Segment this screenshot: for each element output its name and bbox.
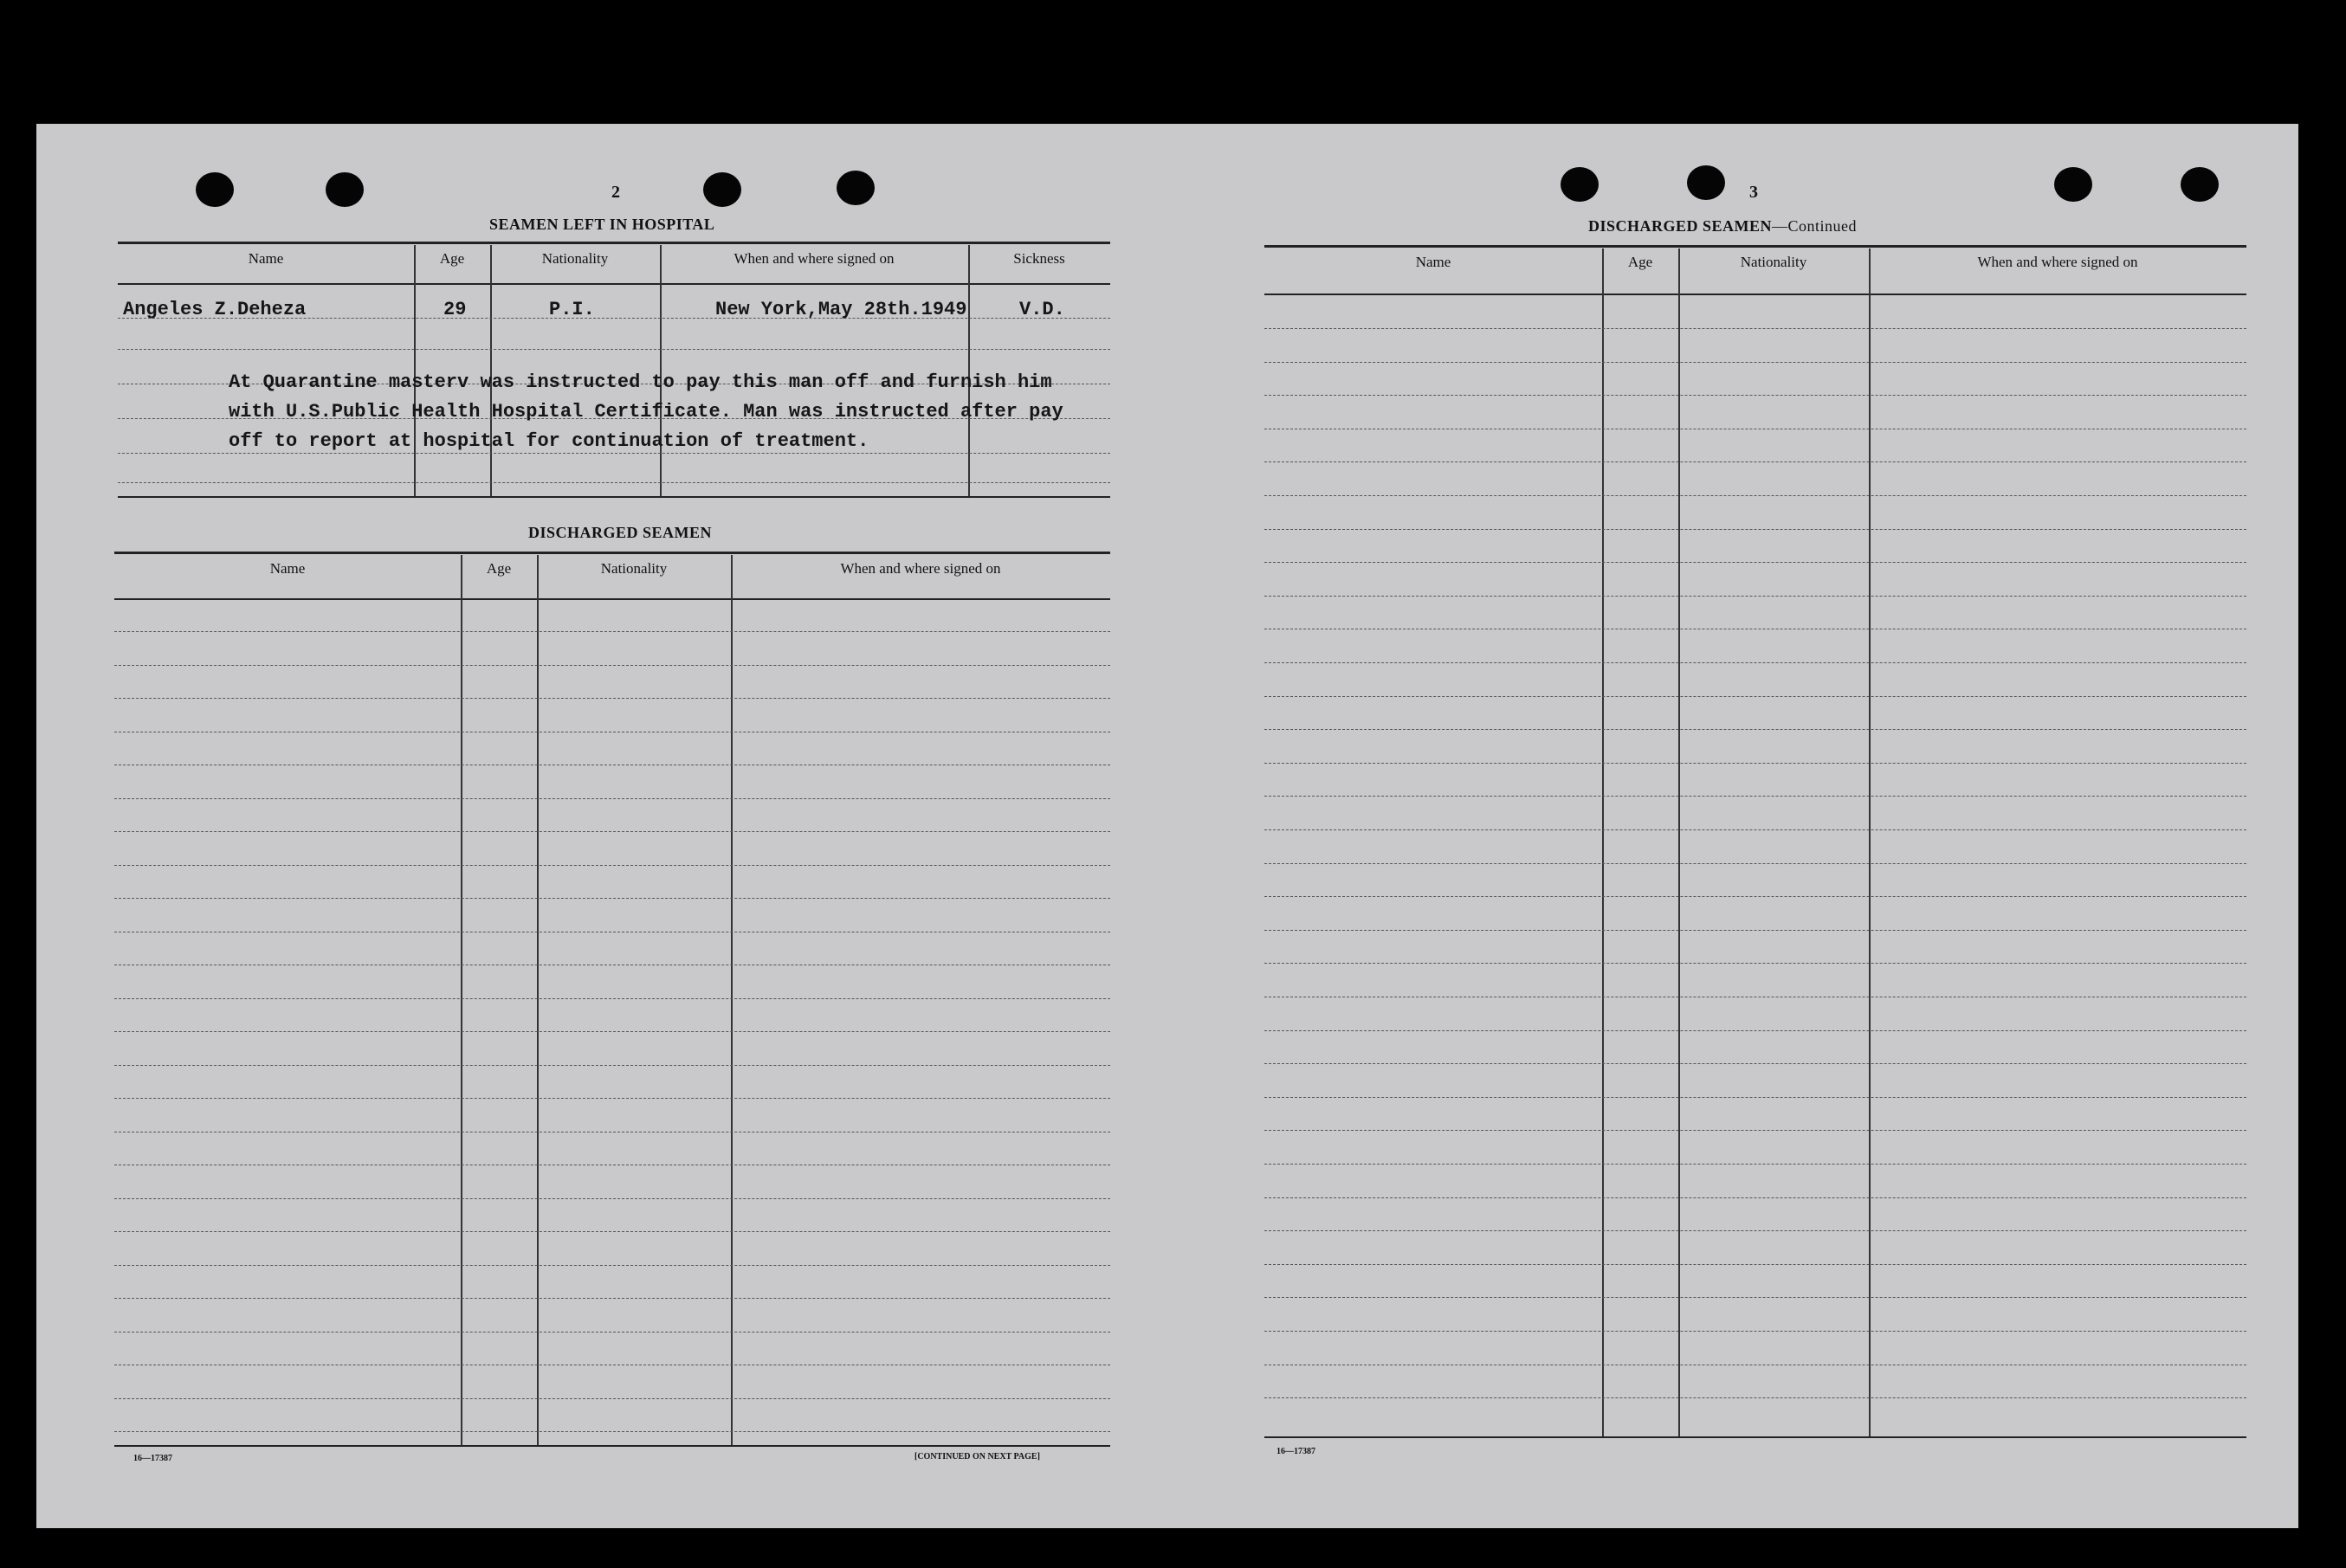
ruled-line: [114, 998, 1110, 999]
ruled-line: [1264, 863, 2246, 864]
ruled-line: [1264, 1130, 2246, 1131]
ruled-line: [1264, 1197, 2246, 1198]
col-header-age: Age: [1627, 254, 1653, 270]
discharged-table-right: [1264, 245, 2246, 1440]
form-number-right: 16—17387: [1276, 1447, 1315, 1456]
ruled-line: [114, 1198, 1110, 1199]
ruled-line: [1264, 1297, 2246, 1298]
ruled-line: [1264, 696, 2246, 697]
ruled-line: [1264, 362, 2246, 363]
ruled-line: [114, 631, 1110, 632]
ruled-line: [114, 698, 1110, 699]
ruled-line: [114, 1065, 1110, 1066]
col-header-name: Name: [248, 250, 284, 267]
punch-hole: [837, 171, 875, 205]
ruled-line: [1264, 763, 2246, 764]
ruled-line: [1264, 495, 2246, 496]
entry-age: 29: [443, 299, 467, 320]
col-header-sickness: Sickness: [1013, 250, 1065, 267]
col-header-signed-on: When and where signed on: [840, 560, 1001, 577]
ruled-line: [1264, 963, 2246, 964]
ruled-line: [114, 1098, 1110, 1099]
punch-hole: [2181, 167, 2219, 202]
ruled-line: [1264, 1264, 2246, 1265]
ruled-line: [114, 1231, 1110, 1232]
ruled-line: [114, 1431, 1110, 1432]
ruled-line: [1264, 1097, 2246, 1098]
ruled-line: [1264, 529, 2246, 530]
ruled-line: [1264, 796, 2246, 797]
discharged-table-left: [114, 552, 1110, 1449]
ruled-line: [1264, 461, 2246, 462]
col-header-age: Age: [439, 250, 465, 267]
form-number-left: 16—17387: [133, 1454, 172, 1463]
ruled-line: [114, 798, 1110, 799]
ruled-line: [1264, 1397, 2246, 1398]
punch-hole: [1687, 165, 1725, 200]
ruled-line: [1264, 395, 2246, 396]
remark-line: off to report at hospital for continuation of treatment.: [229, 430, 869, 452]
punch-hole: [196, 172, 234, 207]
ruled-line: [1264, 562, 2246, 563]
ruled-line: [114, 665, 1110, 666]
ruled-line: [1264, 596, 2246, 597]
entry-sickness: V.D.: [1019, 299, 1065, 320]
ruled-line: [114, 1298, 1110, 1299]
col-header-age: Age: [486, 560, 512, 577]
col-header-nationality: Nationality: [1740, 254, 1807, 270]
ruled-line: [1264, 1164, 2246, 1165]
ruled-line: [1264, 1230, 2246, 1231]
col-header-signed-on: When and where signed on: [734, 250, 895, 267]
ruled-line: [1264, 1331, 2246, 1332]
ruled-line: [114, 865, 1110, 866]
entry-nationality: P.I.: [549, 299, 595, 320]
ruled-line: [1264, 662, 2246, 663]
ruled-line: [1264, 930, 2246, 931]
ruled-line: [114, 1031, 1110, 1032]
punch-hole: [1561, 167, 1599, 202]
continued-note: [CONTINUED ON NEXT PAGE]: [914, 1452, 1040, 1462]
col-header-name: Name: [1415, 254, 1451, 270]
punch-hole: [703, 172, 741, 207]
col-header-name: Name: [269, 560, 306, 577]
discharged-continued-title: DISCHARGED SEAMEN—Continued: [1588, 217, 1858, 235]
ruled-line: [114, 831, 1110, 832]
page-number-right: 3: [1749, 183, 1758, 202]
ruled-line: [1264, 896, 2246, 897]
punch-hole: [326, 172, 364, 207]
ruled-line: [1264, 1063, 2246, 1064]
entry-signed-on: New York,May 28th.1949: [715, 299, 967, 320]
ruled-line: [114, 1398, 1110, 1399]
ruled-line: [1264, 829, 2246, 830]
punch-hole: [2054, 167, 2092, 202]
ruled-line: [114, 1265, 1110, 1266]
ledger-sheet: [36, 124, 2298, 1528]
discharged-section-title: DISCHARGED SEAMEN: [528, 524, 713, 541]
remark-line: At Quarantine masterv was instructed to pay this man off and furnish him: [229, 371, 1052, 393]
ruled-line: [1264, 729, 2246, 730]
col-header-nationality: Nationality: [600, 560, 668, 577]
entry-name: Angeles Z.Deheza: [123, 299, 307, 320]
col-header-nationality: Nationality: [541, 250, 609, 267]
ruled-line: [114, 898, 1110, 899]
hospital-section-title: SEAMEN LEFT IN HOSPITAL: [489, 216, 715, 233]
remark-line: with U.S.Public Health Hospital Certificate. Man was instructed after pay: [229, 401, 1063, 423]
ruled-line: [1264, 1030, 2246, 1031]
col-header-signed-on: When and where signed on: [1977, 254, 2138, 270]
page-number-left: 2: [611, 183, 620, 202]
ruled-line: [1264, 328, 2246, 329]
